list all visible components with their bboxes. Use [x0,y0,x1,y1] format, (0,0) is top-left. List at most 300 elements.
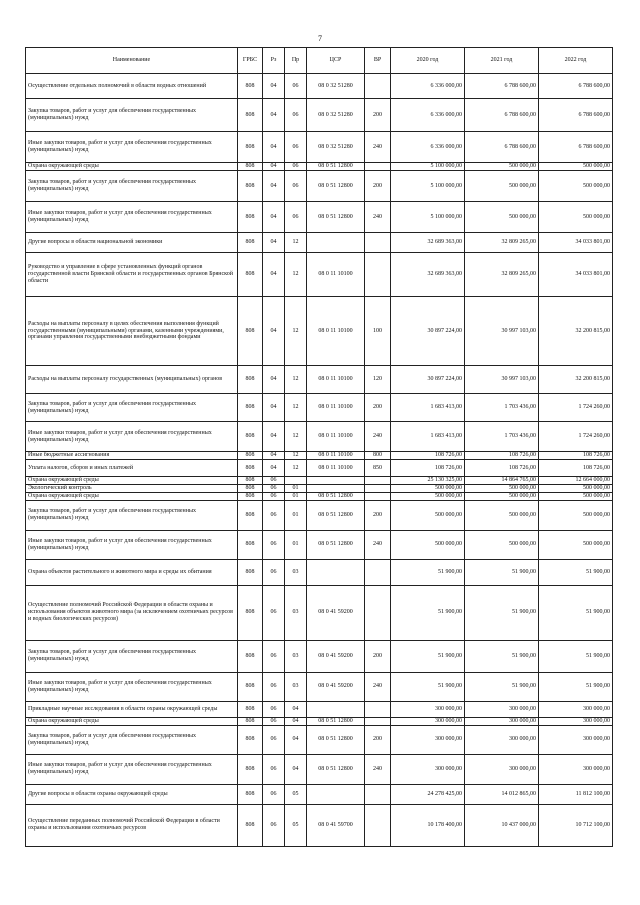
cell-2020: 300 000,00 [391,717,465,725]
budget-table [25,47,613,847]
cell-grbs: 808 [238,99,263,132]
cell-pr: 06 [285,171,307,202]
cell-pr: 03 [285,585,307,640]
cell-vr [365,163,391,171]
cell-name: Прикладные научные исследования в области охраны окружающей среды [26,701,238,717]
cell-2022: 500 000,00 [539,163,613,171]
cell-2022: 32 200 815,00 [539,297,613,366]
cell-pr: 03 [285,672,307,701]
cell-csr: 08 0 41 59200 [307,640,365,672]
table-row [26,725,613,754]
table-row [26,492,613,500]
table-row [26,366,613,394]
column-header-pr: Пр [285,48,307,74]
cell-2021: 32 809 265,00 [465,233,539,253]
cell-2021: 300 000,00 [465,701,539,717]
cell-2021: 10 437 000,00 [465,804,539,846]
cell-grbs: 808 [238,233,263,253]
cell-rz: 06 [263,500,285,530]
cell-vr: 200 [365,171,391,202]
cell-pr: 12 [285,297,307,366]
cell-2022: 34 033 801,00 [539,253,613,297]
cell-2020: 300 000,00 [391,754,465,784]
cell-name: Закупка товаров, работ и услуг для обеспечения государственных (муниципальных) нужд [26,500,238,530]
cell-2021: 500 000,00 [465,202,539,233]
cell-rz: 04 [263,202,285,233]
cell-vr [365,233,391,253]
cell-2020: 51 900,00 [391,640,465,672]
cell-grbs: 808 [238,394,263,422]
cell-2021: 6 788 600,00 [465,74,539,99]
cell-2020: 51 900,00 [391,585,465,640]
cell-2020: 25 130 325,00 [391,477,465,485]
cell-2022: 300 000,00 [539,701,613,717]
cell-csr: 08 0 51 12800 [307,202,365,233]
cell-2022: 32 200 815,00 [539,366,613,394]
column-header-vr: ВР [365,48,391,74]
cell-csr: 08 0 41 59200 [307,672,365,701]
cell-pr: 12 [285,452,307,460]
cell-name: Иные закупки товаров, работ и услуг для обеспечения государственных (муниципальных) нужд [26,754,238,784]
cell-csr: 08 0 32 51280 [307,132,365,163]
cell-csr: 08 0 51 12800 [307,717,365,725]
cell-name: Расходы на выплаты персоналу в целях обеспечения выполнения функций государственными (муниципальными) органами, казенными учреждениями, органами управления государственными внебюджетными фондами [26,297,238,366]
cell-grbs: 808 [238,585,263,640]
cell-vr: 850 [365,460,391,477]
cell-2022: 500 000,00 [539,530,613,559]
cell-2022: 108 726,00 [539,452,613,460]
cell-rz: 04 [263,452,285,460]
table-row [26,394,613,422]
cell-name: Иные закупки товаров, работ и услуг для обеспечения государственных (муниципальных) нужд [26,422,238,452]
cell-pr: 01 [285,500,307,530]
cell-rz: 04 [263,253,285,297]
cell-csr: 08 0 51 12800 [307,171,365,202]
cell-csr: 08 0 11 10100 [307,460,365,477]
cell-name: Охрана объектов растительного и животного мира и среды их обитания [26,559,238,585]
cell-pr: 01 [285,530,307,559]
cell-2022: 12 664 000,00 [539,477,613,485]
cell-csr: 08 0 32 51280 [307,99,365,132]
cell-2021: 500 000,00 [465,500,539,530]
cell-rz: 06 [263,492,285,500]
cell-rz: 06 [263,672,285,701]
cell-csr: 08 0 11 10100 [307,366,365,394]
cell-2022: 500 000,00 [539,171,613,202]
cell-name: Закупка товаров, работ и услуг для обеспечения государственных (муниципальных) нужд [26,725,238,754]
cell-2020: 6 336 000,00 [391,132,465,163]
table-row [26,132,613,163]
cell-csr: 08 0 41 59700 [307,804,365,846]
cell-2021: 51 900,00 [465,559,539,585]
cell-pr: 01 [285,485,307,493]
cell-2022: 6 788 600,00 [539,99,613,132]
cell-2020: 108 726,00 [391,460,465,477]
cell-rz: 04 [263,460,285,477]
cell-2022: 1 724 260,00 [539,394,613,422]
cell-2022: 51 900,00 [539,672,613,701]
cell-pr: 05 [285,784,307,804]
cell-csr [307,477,365,485]
cell-vr: 120 [365,366,391,394]
table-row [26,233,613,253]
table-row [26,804,613,846]
cell-grbs: 808 [238,500,263,530]
cell-2020: 1 683 413,00 [391,422,465,452]
cell-pr [285,477,307,485]
cell-csr: 08 0 32 51280 [307,74,365,99]
cell-2021: 32 809 265,00 [465,253,539,297]
cell-csr: 08 0 11 10100 [307,394,365,422]
table-row [26,784,613,804]
cell-rz: 06 [263,784,285,804]
cell-name: Иные бюджетные ассигнования [26,452,238,460]
cell-2021: 51 900,00 [465,585,539,640]
cell-2022: 6 788 600,00 [539,132,613,163]
cell-pr: 05 [285,804,307,846]
cell-2021: 6 788 600,00 [465,132,539,163]
cell-name: Экологический контроль [26,485,238,493]
cell-2020: 300 000,00 [391,701,465,717]
cell-rz: 04 [263,297,285,366]
cell-name: Иные закупки товаров, работ и услуг для обеспечения государственных (муниципальных) нужд [26,202,238,233]
cell-vr: 240 [365,132,391,163]
cell-vr [365,74,391,99]
cell-pr: 04 [285,754,307,784]
cell-name: Охрана окружающей среды [26,492,238,500]
cell-rz: 06 [263,585,285,640]
cell-pr: 12 [285,253,307,297]
table-row [26,99,613,132]
cell-rz: 04 [263,394,285,422]
cell-name: Охрана окружающей среды [26,477,238,485]
table-row [26,460,613,477]
cell-2020: 51 900,00 [391,672,465,701]
cell-name: Расходы на выплаты персоналу государственных (муниципальных) органов [26,366,238,394]
cell-2020: 6 336 000,00 [391,99,465,132]
cell-2022: 500 000,00 [539,500,613,530]
cell-rz: 06 [263,701,285,717]
cell-rz: 06 [263,485,285,493]
cell-name: Осуществление переданных полномочий Российской Федерации в области охраны и использования охотничьих ресурсов [26,804,238,846]
cell-name: Охрана окружающей среды [26,717,238,725]
cell-2020: 500 000,00 [391,485,465,493]
table-row [26,500,613,530]
cell-rz: 06 [263,804,285,846]
cell-pr: 12 [285,460,307,477]
cell-2020: 5 100 000,00 [391,202,465,233]
cell-2020: 30 897 224,00 [391,297,465,366]
table-row [26,477,613,485]
cell-rz: 04 [263,422,285,452]
cell-pr: 12 [285,366,307,394]
page-number: 7 [318,34,322,43]
cell-2020: 1 683 413,00 [391,394,465,422]
cell-rz: 04 [263,132,285,163]
cell-2020: 32 689 363,00 [391,233,465,253]
cell-vr: 200 [365,640,391,672]
cell-name: Закупка товаров, работ и услуг для обеспечения государственных (муниципальных) нужд [26,394,238,422]
cell-2021: 1 703 436,00 [465,422,539,452]
cell-2021: 6 788 600,00 [465,99,539,132]
cell-csr [307,559,365,585]
cell-name: Иные закупки товаров, работ и услуг для обеспечения государственных (муниципальных) нужд [26,530,238,559]
cell-2021: 300 000,00 [465,754,539,784]
cell-csr: 08 0 11 10100 [307,253,365,297]
cell-grbs: 808 [238,485,263,493]
cell-grbs: 808 [238,253,263,297]
cell-vr: 240 [365,422,391,452]
cell-grbs: 808 [238,366,263,394]
cell-rz: 04 [263,99,285,132]
cell-2022: 300 000,00 [539,754,613,784]
cell-2020: 30 897 224,00 [391,366,465,394]
cell-2020: 300 000,00 [391,725,465,754]
table-row [26,559,613,585]
cell-name: Иные закупки товаров, работ и услуг для обеспечения государственных (муниципальных) нужд [26,672,238,701]
cell-pr: 03 [285,640,307,672]
cell-2021: 500 000,00 [465,485,539,493]
cell-grbs: 808 [238,559,263,585]
cell-2021: 500 000,00 [465,163,539,171]
cell-pr: 01 [285,492,307,500]
cell-rz: 06 [263,530,285,559]
cell-rz: 04 [263,233,285,253]
cell-grbs: 808 [238,202,263,233]
cell-grbs: 808 [238,725,263,754]
cell-rz: 06 [263,477,285,485]
column-header-grbs: ГРБС [238,48,263,74]
cell-2022: 51 900,00 [539,640,613,672]
cell-vr [365,559,391,585]
table-row [26,452,613,460]
cell-grbs: 808 [238,477,263,485]
cell-2022: 500 000,00 [539,492,613,500]
cell-csr: 08 0 51 12800 [307,754,365,784]
column-header-csr: ЦСР [307,48,365,74]
cell-rz: 04 [263,366,285,394]
table-row [26,253,613,297]
cell-2022: 34 033 801,00 [539,233,613,253]
cell-2021: 300 000,00 [465,717,539,725]
cell-csr: 08 0 41 59200 [307,585,365,640]
cell-2020: 32 689 363,00 [391,253,465,297]
cell-2021: 500 000,00 [465,492,539,500]
cell-2022: 500 000,00 [539,485,613,493]
cell-vr [365,701,391,717]
cell-grbs: 808 [238,530,263,559]
cell-2020: 24 278 425,00 [391,784,465,804]
column-header-2021: 2021 год [465,48,539,74]
cell-grbs: 808 [238,171,263,202]
cell-rz: 06 [263,717,285,725]
cell-2022: 300 000,00 [539,725,613,754]
cell-vr: 240 [365,530,391,559]
cell-grbs: 808 [238,132,263,163]
column-header-2020: 2020 год [391,48,465,74]
cell-2021: 108 726,00 [465,460,539,477]
cell-pr: 12 [285,394,307,422]
table-header-row [26,48,613,74]
cell-csr: 08 0 11 10100 [307,452,365,460]
cell-vr [365,492,391,500]
cell-2020: 108 726,00 [391,452,465,460]
cell-rz: 06 [263,725,285,754]
cell-2022: 6 788 600,00 [539,74,613,99]
cell-pr: 06 [285,202,307,233]
cell-vr [365,585,391,640]
cell-2022: 108 726,00 [539,460,613,477]
cell-2020: 5 100 000,00 [391,163,465,171]
table-row [26,202,613,233]
cell-rz: 04 [263,74,285,99]
table-row [26,672,613,701]
table-row [26,717,613,725]
cell-2020: 10 178 400,00 [391,804,465,846]
cell-2021: 108 726,00 [465,452,539,460]
column-header-name: Наименование [26,48,238,74]
cell-vr: 800 [365,452,391,460]
cell-pr: 06 [285,74,307,99]
cell-grbs: 808 [238,452,263,460]
cell-csr [307,233,365,253]
cell-csr: 08 0 51 12800 [307,725,365,754]
cell-2020: 6 336 000,00 [391,74,465,99]
cell-csr [307,784,365,804]
cell-grbs: 808 [238,163,263,171]
cell-name: Уплата налогов, сборов и иных платежей [26,460,238,477]
cell-grbs: 808 [238,74,263,99]
cell-vr: 240 [365,202,391,233]
column-header-2022: 2022 год [539,48,613,74]
cell-2022: 500 000,00 [539,202,613,233]
cell-2020: 5 100 000,00 [391,171,465,202]
cell-vr: 200 [365,725,391,754]
cell-grbs: 808 [238,460,263,477]
cell-csr [307,485,365,493]
cell-grbs: 808 [238,422,263,452]
cell-csr [307,701,365,717]
column-header-rz: Рз [263,48,285,74]
cell-name: Другие вопросы в области охраны окружающей среды [26,784,238,804]
table-row [26,74,613,99]
cell-2021: 51 900,00 [465,672,539,701]
cell-2021: 500 000,00 [465,171,539,202]
cell-pr: 04 [285,717,307,725]
cell-name: Иные закупки товаров, работ и услуг для обеспечения государственных (муниципальных) нужд [26,132,238,163]
cell-name: Другие вопросы в области национальной экономики [26,233,238,253]
table-row [26,485,613,493]
table-row [26,422,613,452]
cell-vr [365,477,391,485]
cell-2022: 51 900,00 [539,559,613,585]
cell-rz: 06 [263,754,285,784]
cell-vr [365,717,391,725]
table-row [26,585,613,640]
cell-pr: 12 [285,233,307,253]
cell-2020: 500 000,00 [391,530,465,559]
table-row [26,754,613,784]
cell-rz: 04 [263,171,285,202]
cell-2021: 30 997 103,00 [465,366,539,394]
cell-2020: 500 000,00 [391,500,465,530]
cell-pr: 06 [285,132,307,163]
cell-vr: 200 [365,394,391,422]
cell-2021: 51 900,00 [465,640,539,672]
cell-pr: 04 [285,701,307,717]
cell-name: Осуществление полномочий Российской Федерации в области охраны и использования объектов животного мира (за исключением охотничьих ресурсов и водных биологических ресурсов) [26,585,238,640]
cell-csr: 08 0 51 12800 [307,500,365,530]
cell-2021: 1 703 436,00 [465,394,539,422]
cell-name: Закупка товаров, работ и услуг для обеспечения государственных (муниципальных) нужд [26,99,238,132]
cell-csr: 08 0 51 12800 [307,492,365,500]
cell-vr: 200 [365,99,391,132]
cell-name: Закупка товаров, работ и услуг для обеспечения государственных (муниципальных) нужд [26,171,238,202]
cell-2020: 500 000,00 [391,492,465,500]
cell-rz: 04 [263,163,285,171]
table-body [26,74,613,847]
cell-vr [365,485,391,493]
cell-rz: 06 [263,640,285,672]
cell-vr [365,804,391,846]
cell-2022: 10 712 100,00 [539,804,613,846]
cell-rz: 06 [263,559,285,585]
cell-vr: 100 [365,297,391,366]
cell-csr: 08 0 51 12800 [307,163,365,171]
cell-vr: 200 [365,500,391,530]
cell-name: Осуществление отдельных полномочий в области водных отношений [26,74,238,99]
cell-pr: 04 [285,725,307,754]
cell-csr: 08 0 51 12800 [307,530,365,559]
cell-2021: 30 997 103,00 [465,297,539,366]
cell-pr: 03 [285,559,307,585]
table-row [26,640,613,672]
cell-grbs: 808 [238,640,263,672]
cell-2021: 300 000,00 [465,725,539,754]
cell-grbs: 808 [238,804,263,846]
table-row [26,297,613,366]
table-row [26,701,613,717]
cell-vr [365,253,391,297]
cell-grbs: 808 [238,717,263,725]
cell-2021: 14 012 865,00 [465,784,539,804]
table-row [26,171,613,202]
cell-vr: 240 [365,672,391,701]
cell-pr: 06 [285,99,307,132]
cell-pr: 12 [285,422,307,452]
cell-name: Руководство и управление в сфере установленных функций органов государственной власти Брянской области и государственных органов Брянской области [26,253,238,297]
cell-grbs: 808 [238,297,263,366]
cell-name: Охрана окружающей среды [26,163,238,171]
cell-2022: 11 812 100,00 [539,784,613,804]
cell-grbs: 808 [238,672,263,701]
cell-csr: 08 0 11 10100 [307,297,365,366]
cell-2022: 51 900,00 [539,585,613,640]
cell-vr: 240 [365,754,391,784]
cell-grbs: 808 [238,754,263,784]
cell-2021: 500 000,00 [465,530,539,559]
cell-2022: 300 000,00 [539,717,613,725]
cell-vr [365,784,391,804]
cell-2022: 1 724 260,00 [539,422,613,452]
cell-grbs: 808 [238,701,263,717]
cell-grbs: 808 [238,784,263,804]
table-row [26,530,613,559]
cell-grbs: 808 [238,492,263,500]
table-row [26,163,613,171]
cell-pr: 06 [285,163,307,171]
cell-csr: 08 0 11 10100 [307,422,365,452]
